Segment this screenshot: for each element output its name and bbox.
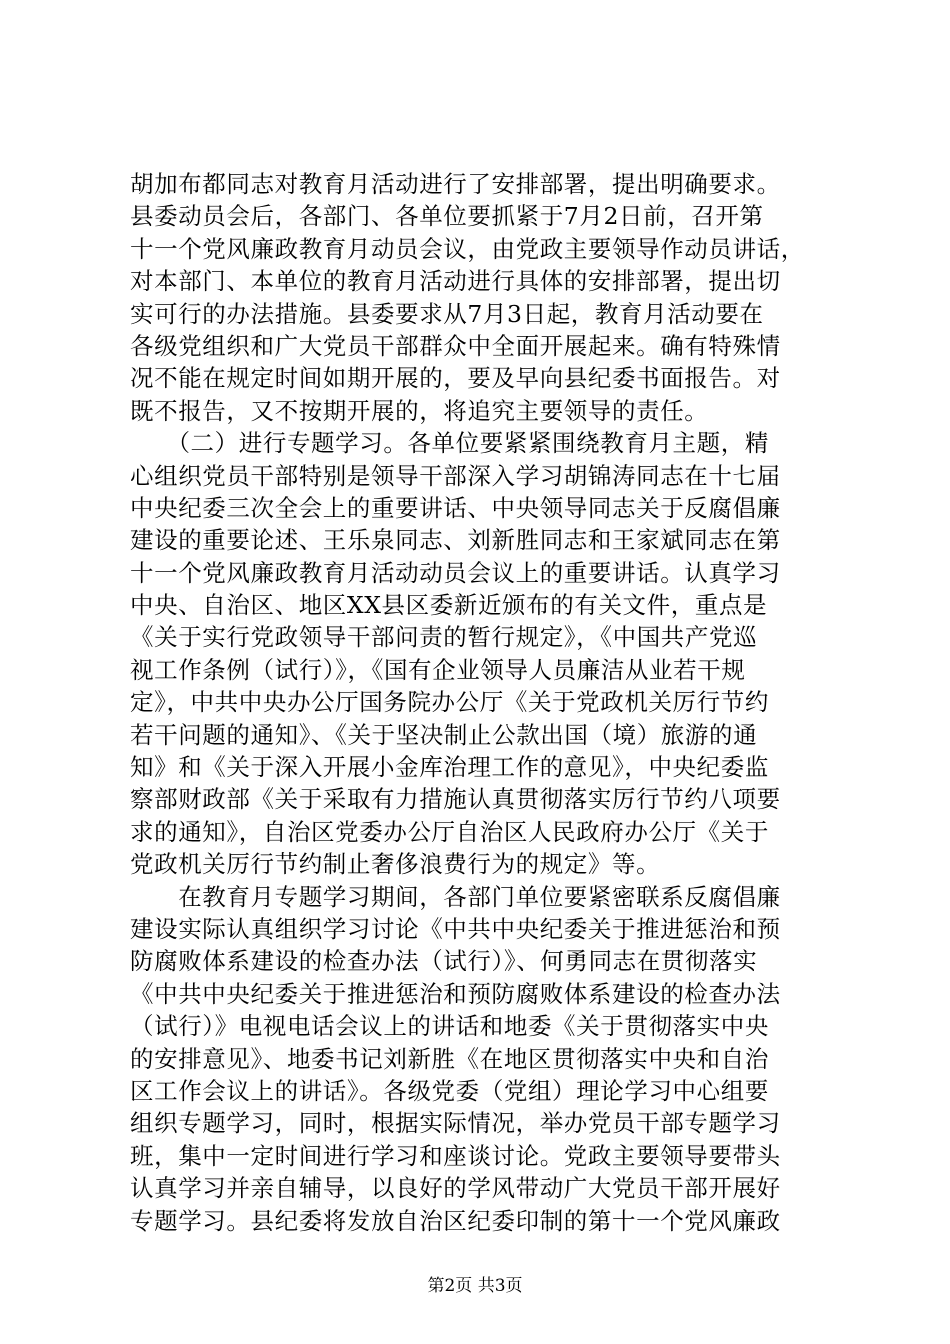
text-line: 既不报告，又不按期开展的，将追究主要领导的责任。 <box>130 396 709 425</box>
text-line: 察部财政部《关于采取有力措施认真贯彻落实厉行节约八项要 <box>130 785 781 814</box>
text-line: 建设实际认真组织学习讨论《中共中央纪委关于推进惩治和预 <box>130 914 781 943</box>
text-line: 的安排意见》、地委书记刘新胜《在地区贯彻落实中央和自治 <box>130 1044 769 1073</box>
text-line: 况不能在规定时间如期开展的，要及早向县纪委书面报告。对 <box>130 364 781 393</box>
text-line: 党政机关厉行节约制止奢侈浪费行为的规定》等。 <box>130 850 661 879</box>
text-line: 组织专题学习，同时，根据实际情况，举办党员干部专题学习 <box>130 1109 781 1138</box>
text-line: 各级党组织和广大党员干部群众中全面开展起来。确有特殊情 <box>130 331 781 360</box>
text-line: 县委动员会后，各部门、各单位要抓紧于7月2日前，召开第 <box>130 202 764 231</box>
text-line: 中央、自治区、地区XX县区委新近颁布的有关文件，重点是 <box>130 591 768 620</box>
page-footer <box>0 1276 950 1296</box>
text-line: （二）进行专题学习。各单位要紧紧围绕教育月主题，精 <box>130 429 769 458</box>
text-line: 知》和《关于深入开展小金库治理工作的意见》，中央纪委监 <box>130 753 769 782</box>
text-line: 心组织党员干部特别是领导干部深入学习胡锦涛同志在十七届 <box>130 461 781 490</box>
text-line: 专题学习。县纪委将发放自治区纪委印制的第十一个党风廉政 <box>130 1206 781 1235</box>
text-line: 认真学习并亲自辅导，以良好的学风带动广大党员干部开展好 <box>130 1174 781 1203</box>
text-line: 视工作条例（试行）》，《国有企业领导人员廉洁从业若干规 <box>130 655 746 684</box>
text-line: 《中共中央纪委关于推进惩治和预防腐败体系建设的检查办法 <box>130 979 781 1008</box>
text-line: 实可行的办法措施。县委要求从7月3日起，教育月活动要在 <box>130 299 764 328</box>
text-line: 区工作会议上的讲话》。各级党委（党组）理论学习中心组要 <box>130 1076 769 1105</box>
text-line: 若干问题的通知》、《关于坚决制止公款出国（境）旅游的通 <box>130 720 758 749</box>
text-line: 防腐败体系建设的检查办法（试行）》、何勇同志在贯彻落实 <box>130 947 758 976</box>
text-line: 《关于实行党政领导干部问责的暂行规定》，《中国共产党巡 <box>130 623 758 652</box>
text-line: （试行）》电视电话会议上的讲话和地委《关于贯彻落实中央 <box>130 1012 769 1041</box>
text-line: 定》，中共中央办公厅国务院办公厅《关于党政机关厉行节约 <box>130 688 769 717</box>
text-line: 班，集中一定时间进行学习和座谈讨论。党政主要领导要带头 <box>130 1141 781 1170</box>
text-line: 中央纪委三次全会上的重要讲话、中央领导同志关于反腐倡廉 <box>130 493 781 522</box>
text-line: 十一个党风廉政教育月活动动员会议上的重要讲话。认真学习 <box>130 558 781 587</box>
document-body <box>130 168 830 1237</box>
text-line: 胡加布都同志对教育月活动进行了安排部署，提出明确要求。 <box>130 170 781 198</box>
text-line: 对本部门、本单位的教育月活动进行具体的安排部署，提出切 <box>130 267 781 296</box>
text-line: 求的通知》，自治区党委办公厅自治区人民政府办公厅《关于 <box>130 817 769 846</box>
text-line: 在教育月专题学习期间，各部门单位要紧密联系反腐倡廉 <box>130 882 781 911</box>
page-number: 第2页 共3页 <box>427 1276 523 1296</box>
text-line: 十一个党风廉政教育月动员会议，由党政主要领导作动员讲话， <box>130 234 805 263</box>
text-line: 建设的重要论述、王乐泉同志、刘新胜同志和王家斌同志在第 <box>130 526 781 555</box>
